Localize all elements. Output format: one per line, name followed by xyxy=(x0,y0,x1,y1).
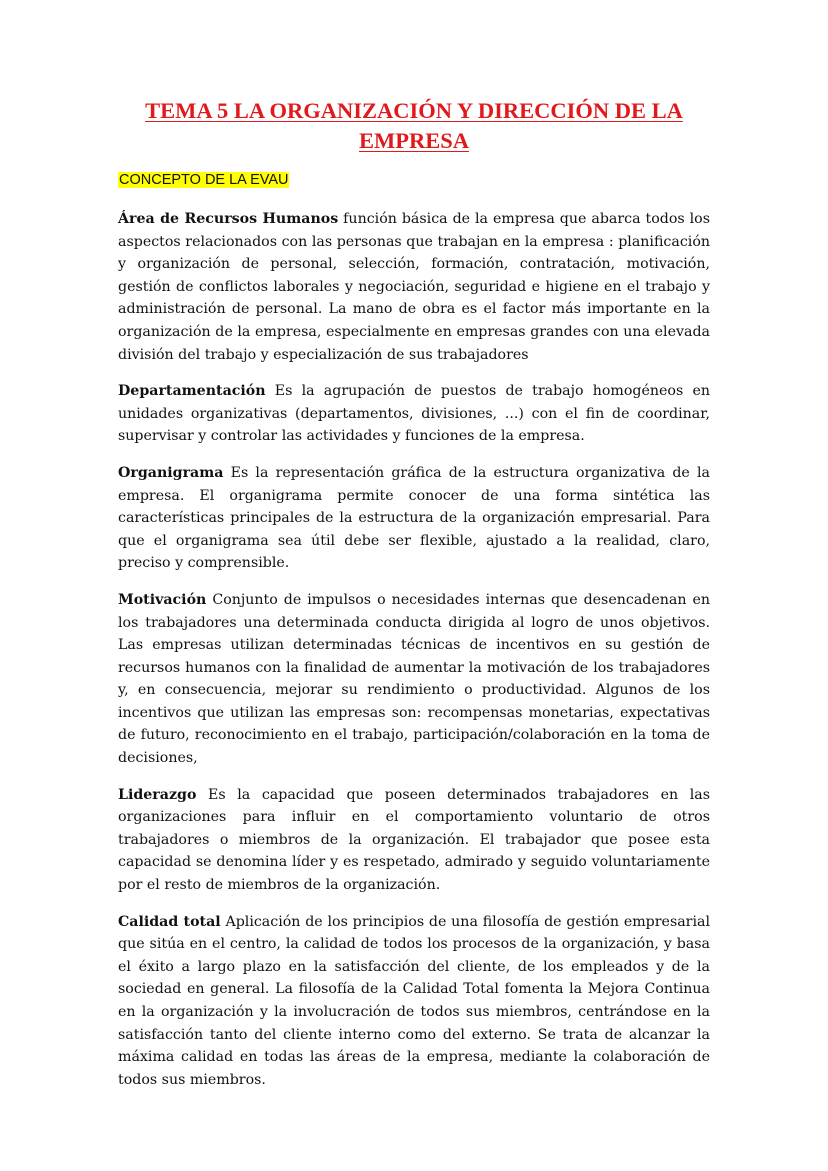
definition-organigrama xyxy=(118,462,710,575)
page-title: TEMA 5 LA ORGANIZACIÓN Y DIRECCIÓN DE LA EMPRESA xyxy=(145,98,683,153)
definition-term: Organigrama xyxy=(118,464,224,481)
definition-term: Calidad total xyxy=(118,913,221,930)
definition-term: Liderazgo xyxy=(118,786,197,803)
definition-departamentacion xyxy=(118,380,710,448)
definition-liderazgo xyxy=(118,784,710,897)
definition-text: Aplicación de los principios de una filosofía de gestión empresarial que sitúa en el centro, la calidad de todos los procesos de la organización, y basa el éxito a largo plazo en la satisfacción del cliente, de los empleados y de la sociedad en general. La filosofía de la Calidad Total fomenta la Mejora Continua en la organización y la involucración de todos sus miembros, centrándose en la satisfacción tanto del cliente interno como del externo. Se trata de alcanzar la máxima calidad en todas las áreas de la empresa, mediante la colaboración de todos sus miembros. xyxy=(118,913,710,1088)
definition-recursos-humanos xyxy=(118,208,710,366)
section-label-text: CONCEPTO DE LA EVAU xyxy=(119,172,289,188)
definition-term: Área de Recursos Humanos xyxy=(118,211,339,227)
section-label xyxy=(118,170,710,190)
definition-term: Motivación xyxy=(118,591,207,608)
definition-motivacion xyxy=(118,589,710,770)
definition-calidad-total xyxy=(118,911,710,1092)
definition-text: Es la representación gráfica de la estructura organizativa de la empresa. El organigrama permite conocer de una forma sintética las características principales de la estructura de la organización empresarial. Para que el organigrama sea útil debe ser flexible, ajustado a la realidad, claro, preciso y comprensible. xyxy=(118,464,710,572)
definition-text: Es la agrupación de puestos de trabajo homogéneos en unidades organizativas (departamentos, divisiones, ...) con el fin de coordinar, supervisar y controlar las actividades y funciones de la empresa. xyxy=(118,383,710,445)
definition-text: Conjunto de impulsos o necesidades internas que desencadenan en los trabajadores una determinada conducta dirigida al logro de unos objetivos. Las empresas utilizan determinadas técnicas de incentivos en su gestión de recursos humanos con la finalidad de aumentar la motivación de los trabajadores y, en consecuencia, mejorar su rendimiento o productividad. Algunos de los incentivos que utilizan las empresas son: recompensas monetarias, expectativas de futuro, reconocimiento en el trabajo, participación/colaboración en la toma de decisiones, xyxy=(118,591,710,767)
document-page xyxy=(118,96,710,1091)
definition-term: Departamentación xyxy=(118,383,266,400)
definition-text: Es la capacidad que poseen determinados trabajadores en las organizaciones para influir en el comportamiento voluntario de otros trabajadores o miembros de la organización. El trabajador que posee esta capacidad se denomina líder y es respetado, admirado y seguido voluntariamente por el resto de miembros de la organización. xyxy=(118,786,710,894)
definition-text: función básica de la empresa que abarca todos los aspectos relacionados con las personas que trabajan en la empresa : planificación y organización de personal, selección, formación, contratación, motivación, gestión de conflictos laborales y negociación, seguridad e higiene en el trabajo y administración de personal. La mano de obra es el factor más importante en la organización de la empresa, especialmente en empresas grandes con una elevada división del trabajo y especialización de sus trabajadores xyxy=(118,211,711,363)
